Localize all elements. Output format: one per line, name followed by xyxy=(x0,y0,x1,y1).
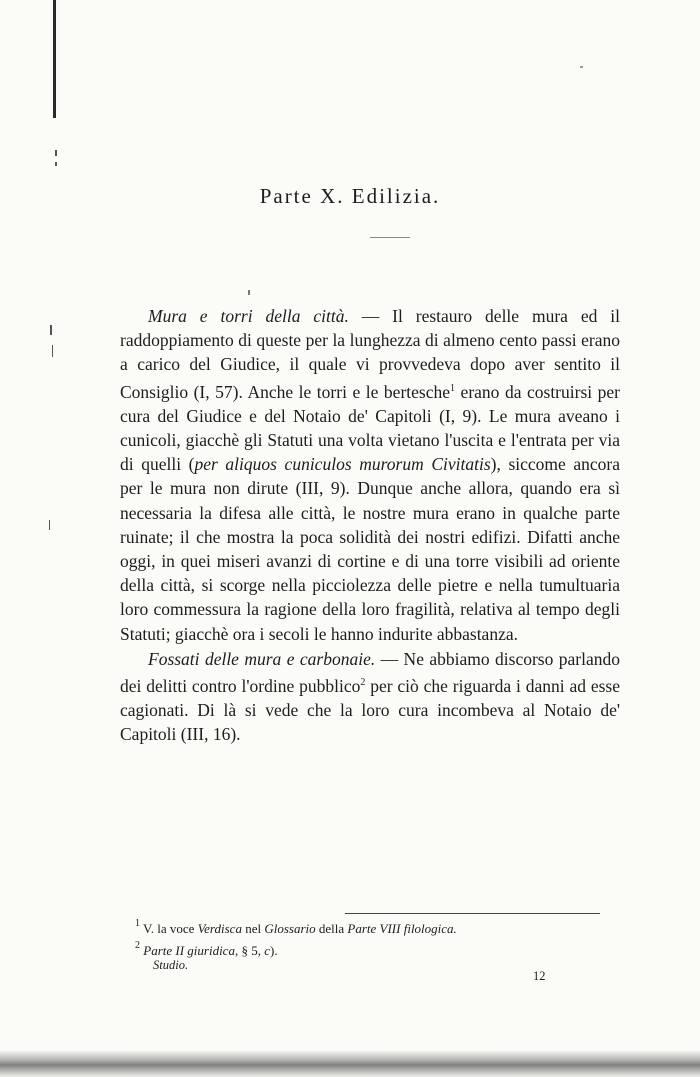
body-text xyxy=(120,304,620,747)
italic-text: Parte II giuridica xyxy=(143,943,235,958)
scan-speck xyxy=(52,345,53,357)
binding-edge-shadow xyxy=(53,0,56,118)
scan-bottom-edge xyxy=(0,1050,700,1077)
scan-speck xyxy=(49,520,50,530)
paragraph-lead: Fossati delle mura e carbonaie. xyxy=(148,648,376,669)
italic-text: c xyxy=(264,943,270,958)
page-number: 12 xyxy=(533,969,546,983)
footnote-ref: 2 xyxy=(360,677,366,689)
footnote: $^1$ V. la voce Verdisca nel Glossario della Parte VIII filologica. xyxy=(135,918,457,936)
italic-text: per aliquos cuniculos murorum Civitatis xyxy=(194,454,491,475)
footnote-mark: 2 xyxy=(135,940,140,951)
scan-speck xyxy=(50,325,52,335)
scan-speck xyxy=(580,66,583,68)
signature-mark: Studio. xyxy=(153,958,189,972)
scan-speck xyxy=(248,290,250,295)
footnote-divider xyxy=(345,913,600,914)
paragraph: Fossati delle mura e carbonaie. — Ne abbiamo discorso parlando dei delitti contro l'ordine pubblico$^2$ per ciò che riguarda i danni ad esse cagionati. Di là si vede che la loro cura incombeva al Notaio de' Capitoli (III, 16). xyxy=(120,648,620,745)
scan-speck xyxy=(55,150,57,156)
footnote: $^2$ Parte II giuridica, § 5, c). xyxy=(135,940,278,958)
footnotes xyxy=(135,915,605,959)
chapter-title: Parte X. Edilizia. xyxy=(259,184,441,208)
italic-text: Parte VIII filologica. xyxy=(347,921,457,936)
paragraph: Mura e torri della città. — Il restauro delle mura ed il raddoppiamento di queste per la lunghezza di almeno cento passi erano a carico del Giudice, il quale vi provvedeva dopo aver sentito il Consiglio (I, 57). Anche le torri e le bertesche$^1$ erano da costruirsi per cura del Giudice e del Notaio de' Capitoli (I, 9). Le mura aveano i cunicoli, giacchè gli Statuti una volta vietano l'uscita e l'entrata per via di quelli (per aliquos cuniculos murorum Civitatis), siccome ancora per le mura non dirute (III, 9). Dunque anche allora, quando era sì necessaria la difesa alle città, le nostre mura erano in qualche parte ruinate; il che mostra la poca solidità dei nostri edifizi. Difatti anche oggi, in quei miseri avanzi di cortine e di una torre visibili ad oriente della città, si scorge nella picciolezza delle pietre e nella tumultuaria loro commessura la ragione della loro fragilità, relativa al tempo degli Statuti; giacchè ora i secoli le hanno indurite abbastanza. xyxy=(120,306,621,644)
italic-text: Verdisca xyxy=(197,921,242,936)
footnote-ref: 1 xyxy=(450,382,456,394)
footnote-mark: 1 xyxy=(135,918,140,929)
paragraph-lead: Mura e torri della città. xyxy=(148,306,349,326)
italic-text: Glossario xyxy=(264,921,316,936)
title-divider xyxy=(370,237,410,238)
scan-speck xyxy=(55,162,57,166)
